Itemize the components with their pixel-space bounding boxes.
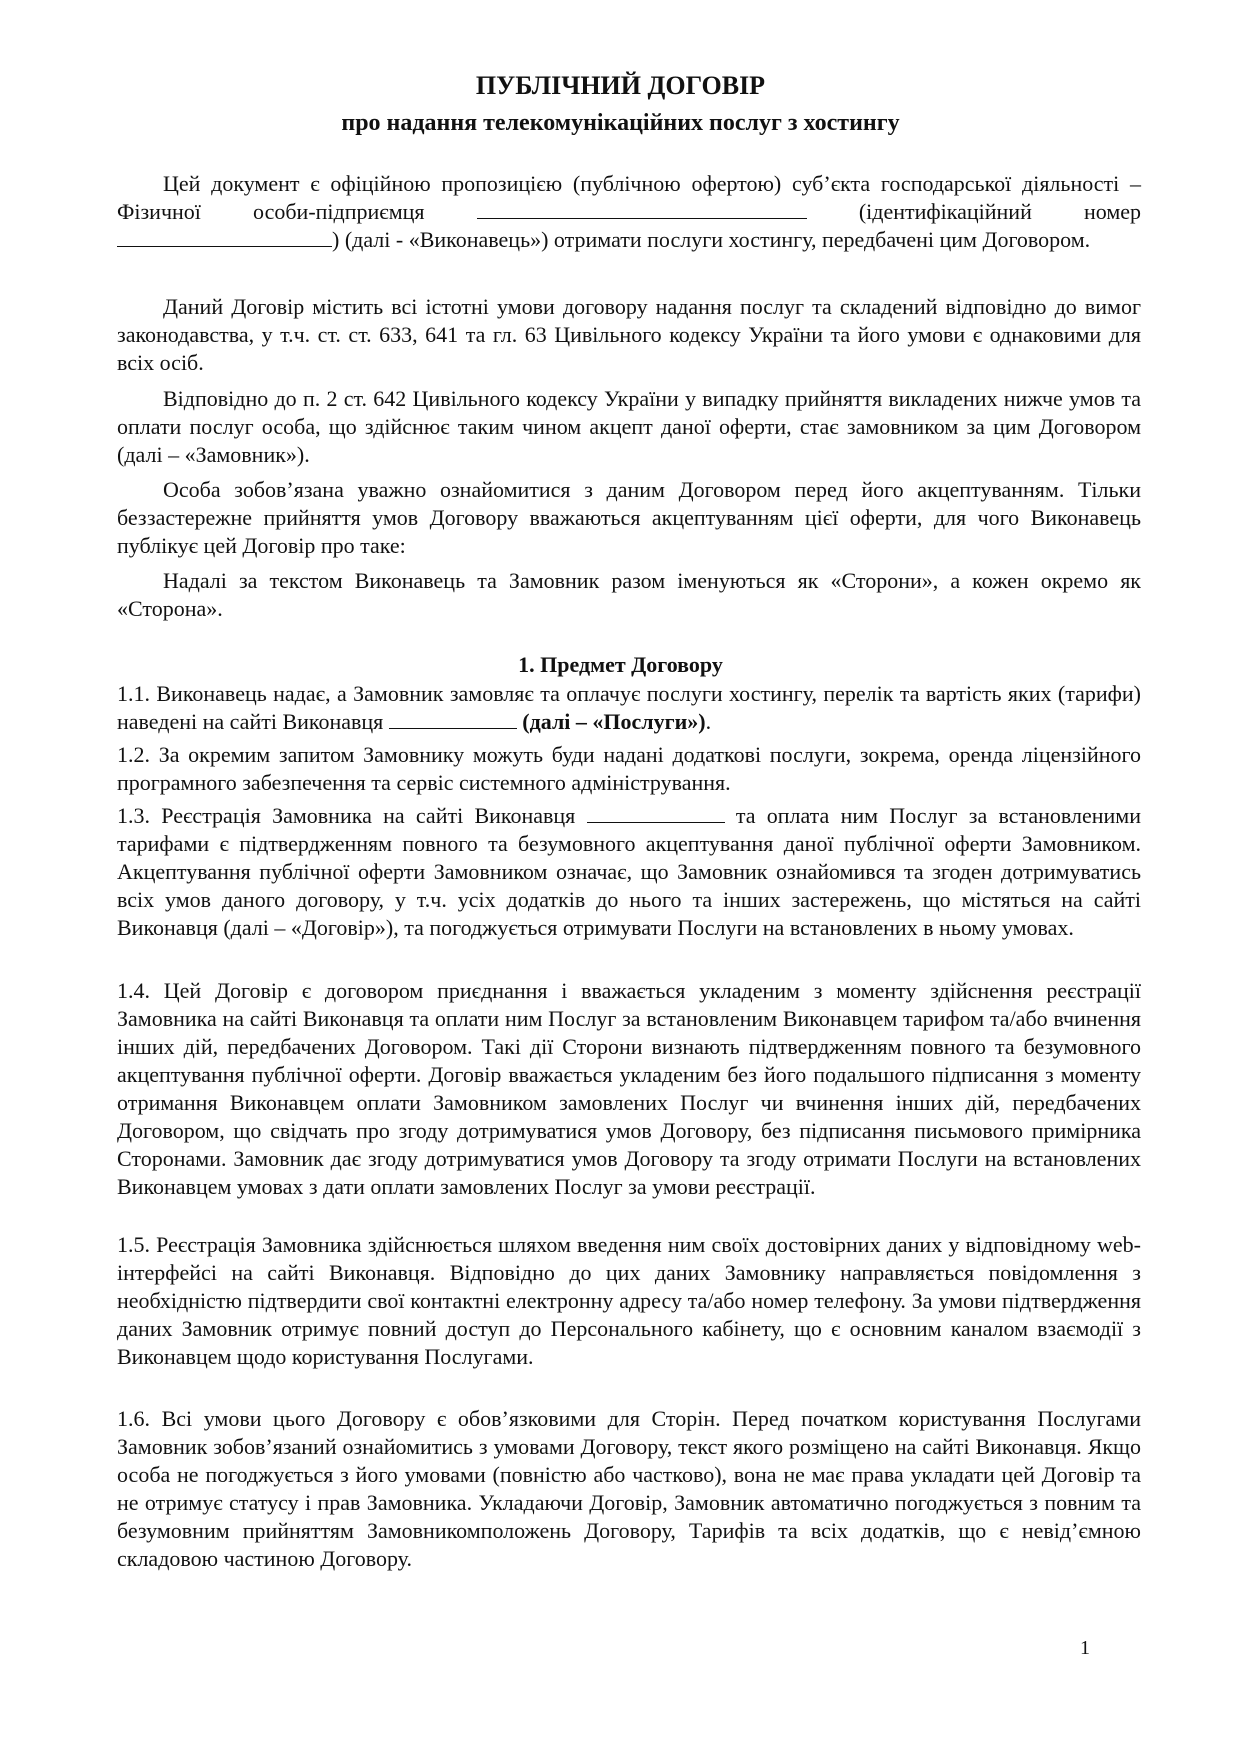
clause-1-1: [117, 680, 1141, 736]
id-number-blank: [117, 228, 332, 247]
clause-1-4: 1.4. Цей Договір є договором приєднання і вважається укладеним з моменту здійснення реєстрації Замовника на сайті Виконавця та оплати ним Послуг за встановленим Виконавцем тарифом та/або вчинення інших дій, передбачених Договором. Такі дії Сторони визнають підтвердженням повного та безумовного акцептування публічної оферти. Договір вважається укладеним без його подальшого підписання з моменту отримання Виконавцем оплати Замовником замовлених Послуг чи вчинення інших дій, передбачених Договором, що свідчать про згоду дотримуватися умов Договору, без підписання письмового примірника Сторонами. Замовник дає згоду дотримуватися умов Договору та згоду отримати Послуги на встановлених Виконавцем умовах з дати оплати замовлених Послуг за умови реєстрації.: [117, 978, 1141, 1199]
document-subtitle: про надання телекомунікаційних послуг з хостингу: [341, 110, 900, 136]
clause-1-3-text-b: та оплата ним Послуг за встановленими тарифами є підтвердженням повного та безумовного акцептування даної публічної оферти Замовником. Акцептування публічної оферти Замовником означає, що Замовник ознайомився та згоден дотримуватись всіх умов даного договору, у т.ч. усіх додатків до нього та інших застережень, що містяться на сайті Виконавця (далі – «Договір»), та погоджується отримувати Послуги на встановлених в ньому умовах.: [117, 803, 1142, 940]
section-1-heading: 1. Предмет Договору: [518, 652, 723, 677]
clause-1-1-services-term: (далі – «Послуги»): [522, 709, 706, 734]
clause-1-3-text-a: 1.3. Реєстрація Замовника на сайті Виконавця: [117, 803, 576, 828]
intro-p1-text-a: Цей документ є офіційною пропозицією (публічною офертою) суб’єкта господарської діяльності – Фізичної особи-підприємця: [117, 171, 1141, 224]
intro-p1-text-c: ) (далі - «Виконавець») отримати послуги хостингу, передбачені цим Договором.: [332, 227, 1091, 252]
intro-paragraph-5: Надалі за текстом Виконавець та Замовник разом іменуються як «Сторони», а кожен окремо як «Сторона».: [117, 568, 1141, 621]
intro-paragraph-4: Особа зобов’язана уважно ознайомитися з даним Договором перед його акцептуванням. Тільки беззастережне прийняття умов Договору вважаються акцептуванням цієї оферти, для чого Виконавець публікує цей Договір про таке:: [117, 477, 1141, 558]
page-number: 1: [1080, 1637, 1090, 1659]
clause-1-5: 1.5. Реєстрація Замовника здійснюється шляхом введення ним своїх достовірних даних у відповідному web-інтерфейсі на сайті Виконавця. Відповідно до цих даних Замовнику направляється повідомлення з необхідністю підтвердити свої контактні електронну адресу та/або номер телефону. За умови підтвердження даних Замовник отримує повний доступ до Персонального кабінету, що є основним каналом взаємодії з Виконавцем щодо користування Послугами.: [117, 1232, 1141, 1369]
clause-1-2: 1.2. За окремим запитом Замовнику можуть буди надані додаткові послуги, зокрема, оренда ліцензійного програмного забезпечення та сервіс системного адміністрування.: [117, 742, 1141, 795]
clause-1-1-text-a: 1.1. Виконавець надає, а Замовник замовляє та оплачує послуги хостингу, перелік та вартість яких (тарифи) наведені на сайті Виконавця: [117, 681, 1141, 734]
clause-1-6: 1.6. Всі умови цього Договору є обов’язковими для Сторін. Перед початком користування Послугами Замовник зобов’язаний ознайомитись з умовами Договору, текст якого розміщено на сайті Виконавця. Якщо особа не погоджується з його умовами (повністю або частково), вона не має права укладати цей Договір та не отримує статусу і прав Замовника. Укладаючи Договір, Замовник автоматично погоджується з повним та безумовним прийняттям Замовникомположень Договору, Тарифів та всіх додатків, що є невід’ємною складовою частиною Договору.: [117, 1406, 1141, 1571]
intro-paragraph-1: [117, 170, 1141, 254]
intro-paragraph-3: Відповідно до п. 2 ст. 642 Цивільного кодексу України у випадку прийняття викладених нижче умов та оплати послуг особа, що здійснює таким чином акцепт даної оферти, стає замовником за цим Договором (далі – «Замовник»).: [117, 386, 1141, 467]
website-blank: [389, 710, 517, 729]
entrepreneur-name-blank: [477, 200, 807, 219]
intro-paragraph-2: Даний Договір містить всі істотні умови договору надання послуг та складений відповідно до вимог законодавства, у т.ч. ст. ст. 633, 641 та гл. 63 Цивільного кодексу України та його умови є однаковими для всіх осіб.: [117, 294, 1141, 375]
clause-1-1-text-c: .: [705, 709, 712, 734]
intro-p1-text-b: (ідентифікаційний номер: [858, 199, 1142, 224]
website-blank-2: [587, 804, 725, 823]
document-title: ПУБЛІЧНИЙ ДОГОВІР: [475, 71, 766, 100]
clause-1-3: [117, 802, 1141, 942]
